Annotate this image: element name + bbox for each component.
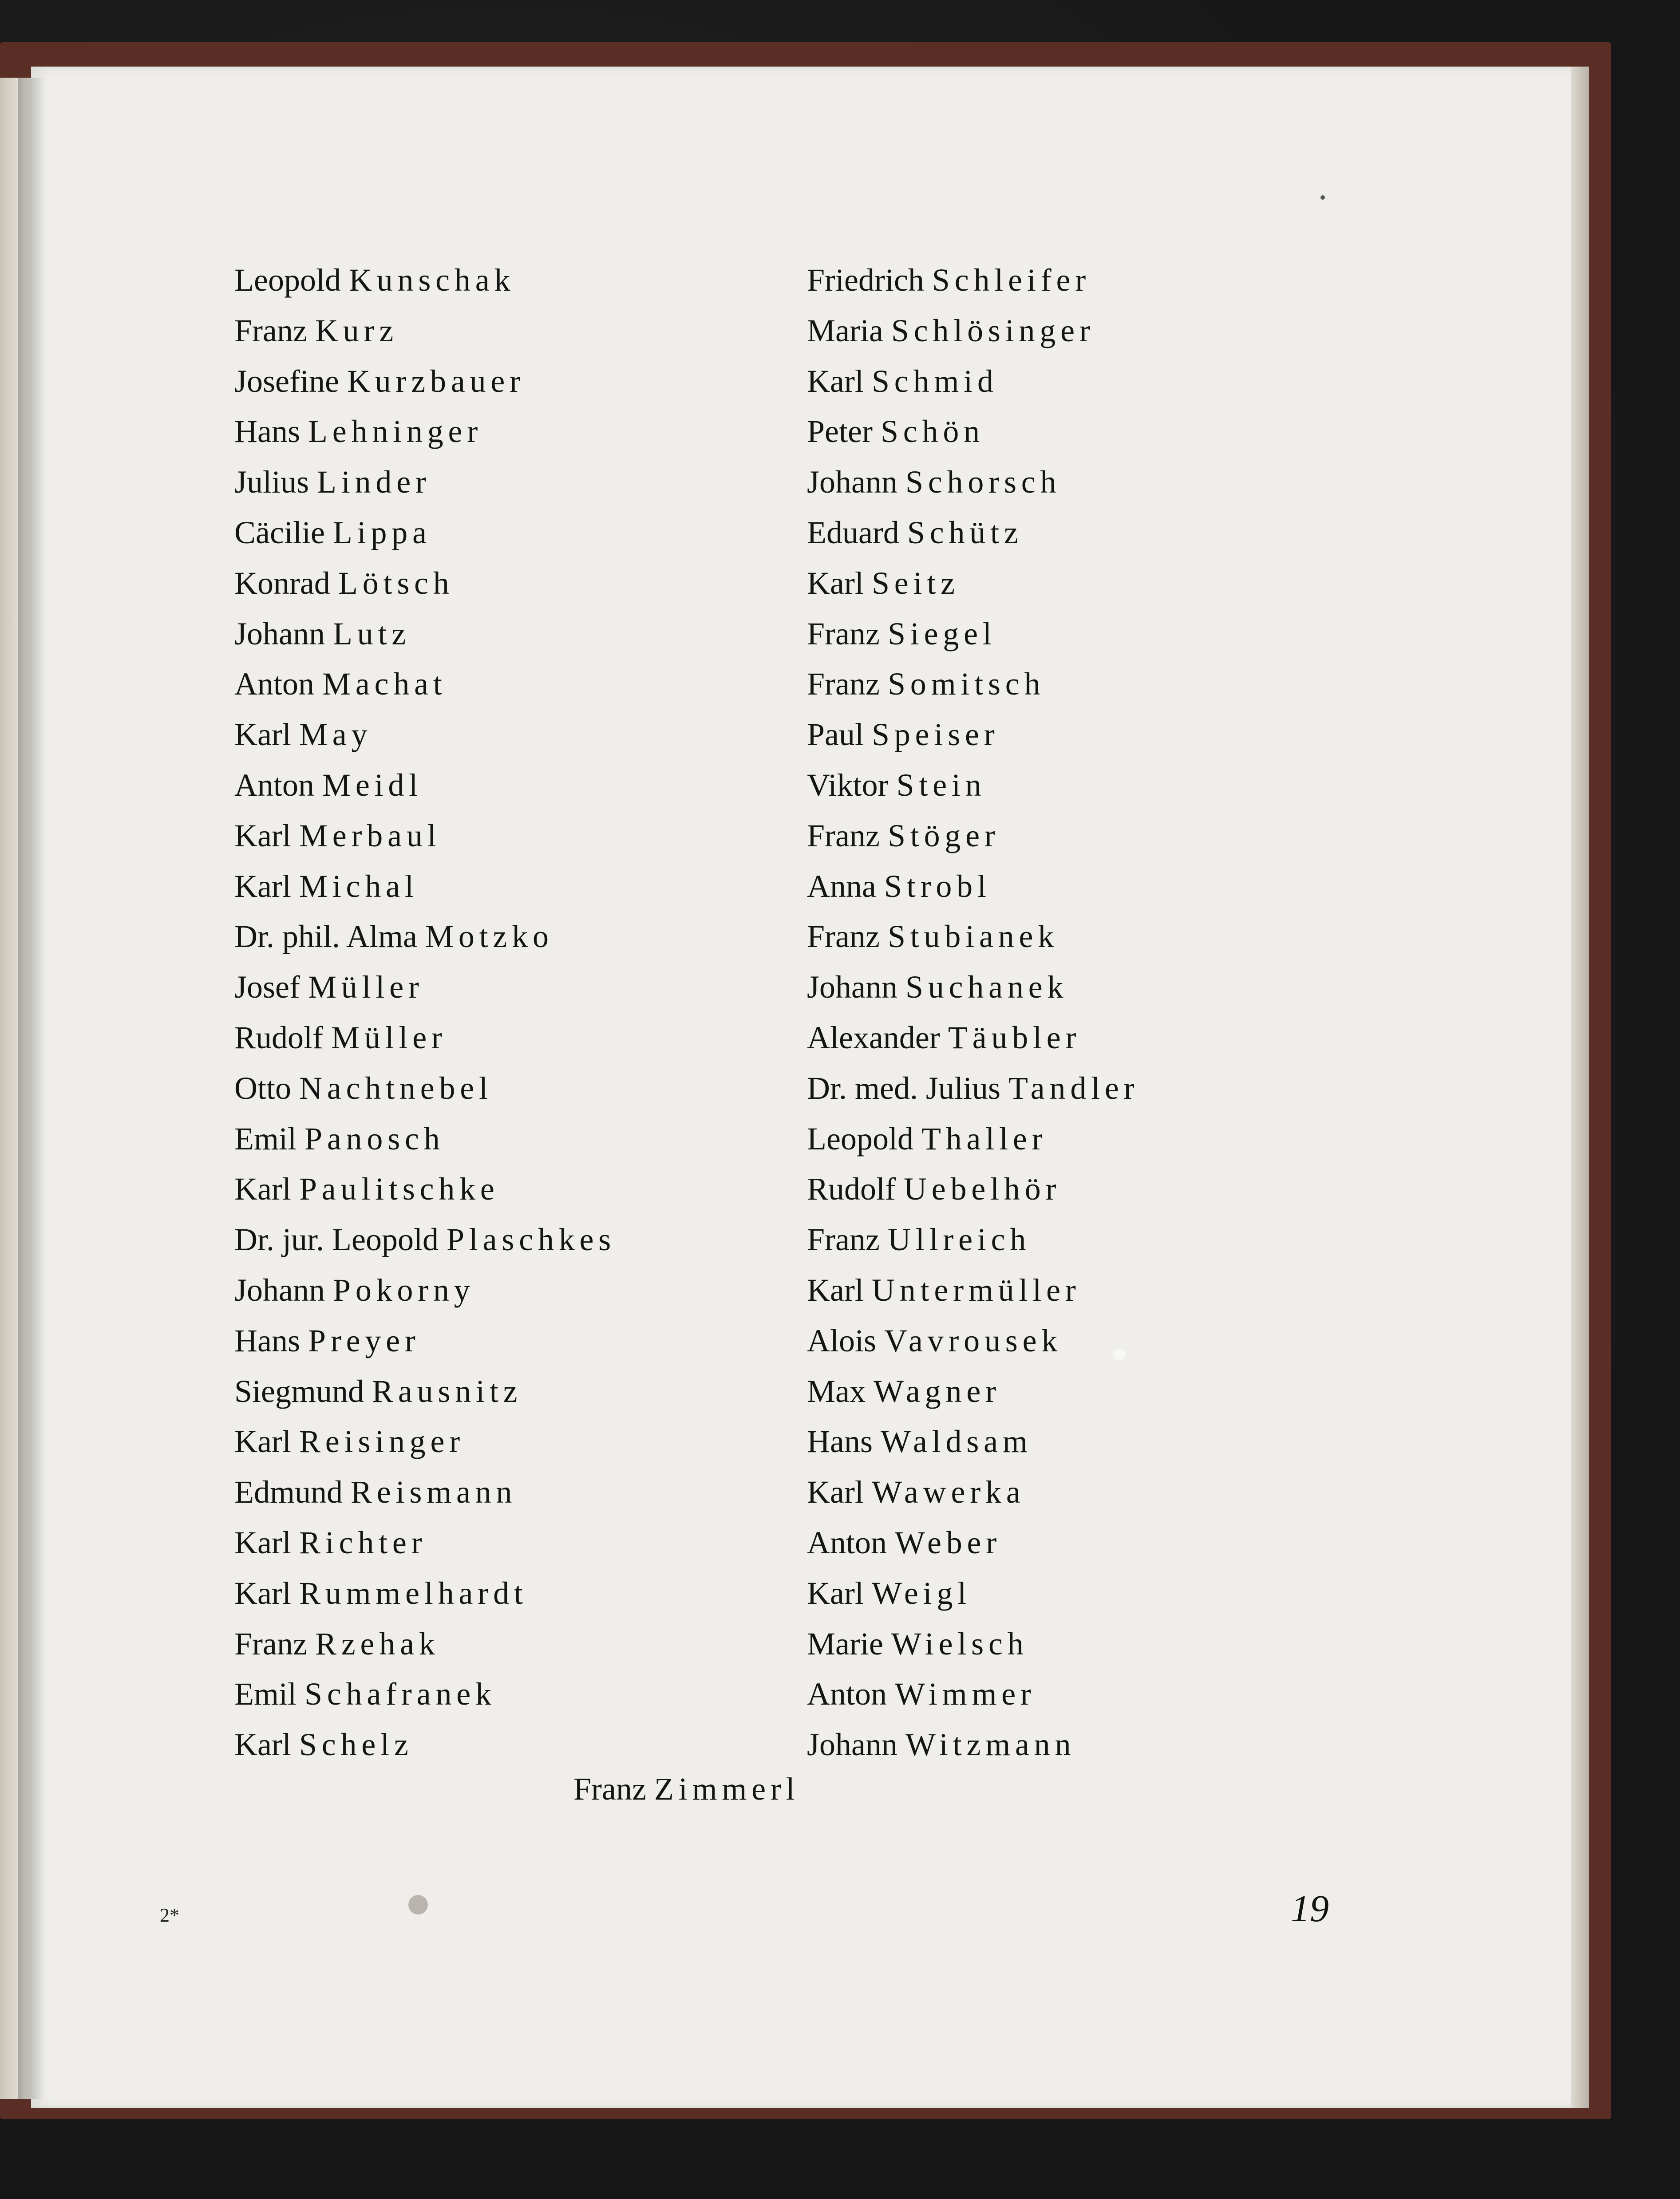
first-name: Hans (234, 414, 300, 450)
name-entry (234, 1467, 616, 1518)
name-entry (807, 1114, 1139, 1165)
last-name: Strobl (884, 868, 991, 904)
name-entry (807, 962, 1139, 1013)
first-name: Peter (807, 414, 873, 450)
first-name: Anton (807, 1676, 887, 1712)
name-entry (807, 1619, 1139, 1670)
name-list-right (807, 255, 1139, 1770)
name-entry (807, 861, 1139, 912)
last-name: Thaller (921, 1121, 1048, 1157)
final-name-entry (573, 1764, 799, 1814)
first-name: Karl (234, 1424, 291, 1460)
first-name: Johann (807, 464, 897, 500)
name-entry (807, 1720, 1139, 1770)
last-name: Meidl (322, 767, 423, 803)
paper-stain (408, 1895, 428, 1915)
name-entry (234, 710, 616, 760)
name-entry (234, 1316, 616, 1366)
name-entry (234, 811, 616, 861)
name-entry (807, 659, 1139, 710)
last-name: Rummelhardt (299, 1575, 528, 1611)
name-entry (234, 1164, 616, 1215)
first-name: Leopold (234, 262, 341, 298)
first-name: Josef (234, 969, 300, 1005)
first-name: Hans (807, 1424, 873, 1460)
first-name: Dr. med. Julius (807, 1070, 1001, 1106)
last-name: Schelz (299, 1727, 413, 1763)
last-name: Lutz (332, 616, 411, 651)
last-name: Untermüller (871, 1272, 1081, 1308)
last-name: Müller (308, 969, 424, 1005)
last-name: Speiser (872, 717, 1000, 753)
last-name: Kurz (315, 312, 399, 348)
first-name: Karl (234, 868, 291, 904)
name-entry (807, 1417, 1139, 1467)
name-list-left (234, 255, 616, 1770)
last-name: Somitsch (887, 666, 1045, 702)
last-name: Lehninger (308, 414, 483, 450)
first-name: Maria (807, 312, 883, 348)
last-name: Schafranek (304, 1676, 496, 1712)
last-name: Stein (896, 767, 986, 803)
last-name: Merbaul (299, 817, 441, 853)
name-entry (234, 609, 616, 659)
last-name: Wagner (873, 1373, 1001, 1409)
last-name: Plaschkes (446, 1222, 616, 1258)
last-name: Reismann (350, 1474, 517, 1510)
last-name: Schmid (871, 363, 998, 399)
name-entry (234, 1114, 616, 1165)
last-name: Rzehak (315, 1626, 440, 1662)
first-name: Julius (234, 464, 309, 500)
name-entry (807, 811, 1139, 861)
name-entry (234, 1619, 616, 1670)
first-name: Franz (573, 1771, 646, 1807)
name-entry (234, 1669, 616, 1720)
name-entry (807, 255, 1139, 306)
name-entry (807, 1265, 1139, 1316)
last-name: Wimmer (895, 1676, 1036, 1712)
first-name: Anton (234, 767, 314, 803)
last-name: Ullreich (887, 1222, 1031, 1258)
first-name: Franz (807, 919, 880, 955)
paper-speck (1320, 195, 1325, 200)
first-name: Dr. jur. Leopold (234, 1222, 439, 1258)
first-name: Dr. phil. Alma (234, 919, 417, 955)
first-name: Hans (234, 1323, 300, 1358)
first-name: Otto (234, 1070, 292, 1106)
last-name: Suchanek (905, 969, 1068, 1005)
first-name: Konrad (234, 565, 330, 601)
name-entry (807, 1518, 1139, 1568)
name-entry (807, 306, 1139, 356)
last-name: Reisinger (299, 1424, 465, 1460)
last-name: Weigl (871, 1575, 972, 1611)
last-name: Nachtnebel (299, 1070, 493, 1106)
last-name: Schorsch (905, 464, 1061, 500)
first-name: Rudolf (807, 1171, 896, 1207)
last-name: Stöger (887, 817, 1000, 853)
name-entry (234, 1568, 616, 1619)
last-name: Machat (322, 666, 447, 702)
signature-mark: 2* (160, 1904, 179, 1926)
first-name: Edmund (234, 1474, 343, 1510)
last-name: Schön (880, 414, 984, 450)
first-name: Karl (234, 817, 291, 853)
page-stack-edge (1571, 67, 1589, 2108)
first-name: Rudolf (234, 1019, 324, 1055)
name-entry (234, 659, 616, 710)
last-name: Siegel (887, 616, 996, 651)
name-entry (234, 962, 616, 1013)
first-name: Paul (807, 717, 864, 753)
first-name: Karl (234, 1524, 291, 1560)
first-name: Emil (234, 1676, 296, 1712)
last-name: Seitz (871, 565, 960, 601)
last-name: Preyer (308, 1323, 420, 1358)
last-name: Täubler (948, 1019, 1081, 1055)
last-name: Wawerka (871, 1474, 1025, 1510)
name-entry (807, 1316, 1139, 1366)
last-name: Schütz (907, 514, 1023, 550)
last-name: Vavrousek (884, 1323, 1063, 1358)
last-name: Schleifer (932, 262, 1091, 298)
last-name: Linder (317, 464, 431, 500)
name-entry (807, 558, 1139, 609)
first-name: Karl (807, 363, 864, 399)
last-name: Michal (299, 868, 419, 904)
last-name: Paulitschke (299, 1171, 499, 1207)
last-name: Wielsch (891, 1626, 1028, 1662)
name-entry (807, 912, 1139, 962)
last-name: Müller (331, 1019, 447, 1055)
first-name: Siegmund (234, 1373, 364, 1409)
first-name: Johann (807, 1727, 897, 1763)
last-name: Tandler (1008, 1070, 1139, 1106)
name-entry (807, 1467, 1139, 1518)
last-name: Waldsam (880, 1424, 1032, 1460)
first-name: Franz (807, 616, 880, 651)
first-name: Johann (234, 616, 325, 651)
name-entry (234, 1265, 616, 1316)
name-entry (234, 457, 616, 508)
first-name: Cäcilie (234, 514, 325, 550)
last-name: Pokorny (332, 1272, 475, 1308)
name-entry (234, 356, 616, 407)
name-entry (234, 1518, 616, 1568)
first-name: Alois (807, 1323, 877, 1358)
name-entry (234, 508, 616, 558)
last-name: May (299, 717, 372, 753)
first-name: Anton (807, 1524, 887, 1560)
name-entry (807, 760, 1139, 811)
first-name: Karl (807, 1272, 864, 1308)
first-name: Franz (807, 666, 880, 702)
last-name: Panosch (304, 1121, 445, 1157)
first-name: Anna (807, 868, 876, 904)
name-entry (234, 861, 616, 912)
first-name: Karl (807, 565, 864, 601)
last-name: Kurzbauer (347, 363, 525, 399)
first-name: Marie (807, 1626, 883, 1662)
name-entry (807, 407, 1139, 457)
name-entry (234, 1063, 616, 1114)
first-name: Emil (234, 1121, 296, 1157)
first-name: Viktor (807, 767, 889, 803)
first-name: Friedrich (807, 262, 924, 298)
first-name: Karl (807, 1474, 864, 1510)
name-entry (234, 558, 616, 609)
name-entry (807, 508, 1139, 558)
last-name: Schlösinger (891, 312, 1095, 348)
name-entry (234, 1720, 616, 1770)
first-name: Karl (234, 1575, 291, 1611)
page-gutter (18, 78, 44, 2099)
name-entry (234, 1215, 616, 1265)
name-entry (234, 306, 616, 356)
name-entry (807, 457, 1139, 508)
first-name: Karl (234, 1171, 291, 1207)
first-name: Karl (234, 1727, 291, 1763)
name-entry (234, 1417, 616, 1467)
name-entry (807, 710, 1139, 760)
last-name: Weber (895, 1524, 1002, 1560)
first-name: Alexander (807, 1019, 940, 1055)
name-entry (234, 255, 616, 306)
name-entry (807, 1063, 1139, 1114)
first-name: Max (807, 1373, 866, 1409)
first-name: Eduard (807, 514, 899, 550)
name-entry (807, 1568, 1139, 1619)
last-name: Stubianek (887, 919, 1059, 955)
first-name: Franz (234, 1626, 307, 1662)
name-entry (807, 1669, 1139, 1720)
first-name: Franz (807, 817, 880, 853)
page-number: 19 (1291, 1887, 1329, 1930)
first-name: Karl (807, 1575, 864, 1611)
name-entry (234, 912, 616, 962)
last-name: Motzko (425, 919, 553, 955)
first-name: Franz (807, 1222, 880, 1258)
last-name: Witzmann (905, 1727, 1076, 1763)
first-name: Franz (234, 312, 307, 348)
last-name: Lippa (332, 514, 431, 550)
first-name: Leopold (807, 1121, 913, 1157)
name-entry (807, 1366, 1139, 1417)
name-entry (234, 1366, 616, 1417)
name-entry (807, 609, 1139, 659)
last-name: Richter (299, 1524, 427, 1560)
last-name: Uebelhör (904, 1171, 1061, 1207)
name-entry (807, 1164, 1139, 1215)
last-name: Kunschak (348, 262, 515, 298)
last-name: Zimmerl (654, 1771, 800, 1807)
first-name: Anton (234, 666, 314, 702)
last-name: Rausnitz (372, 1373, 522, 1409)
first-name: Josefine (234, 363, 339, 399)
name-entry (807, 1215, 1139, 1265)
paper-speck (1113, 1348, 1126, 1361)
last-name: Lötsch (338, 565, 454, 601)
name-entry (234, 760, 616, 811)
first-name: Karl (234, 717, 291, 753)
first-name: Johann (807, 969, 897, 1005)
name-entry (234, 407, 616, 457)
first-name: Johann (234, 1272, 325, 1308)
name-entry (807, 356, 1139, 407)
name-entry (807, 1013, 1139, 1063)
name-entry (234, 1013, 616, 1063)
